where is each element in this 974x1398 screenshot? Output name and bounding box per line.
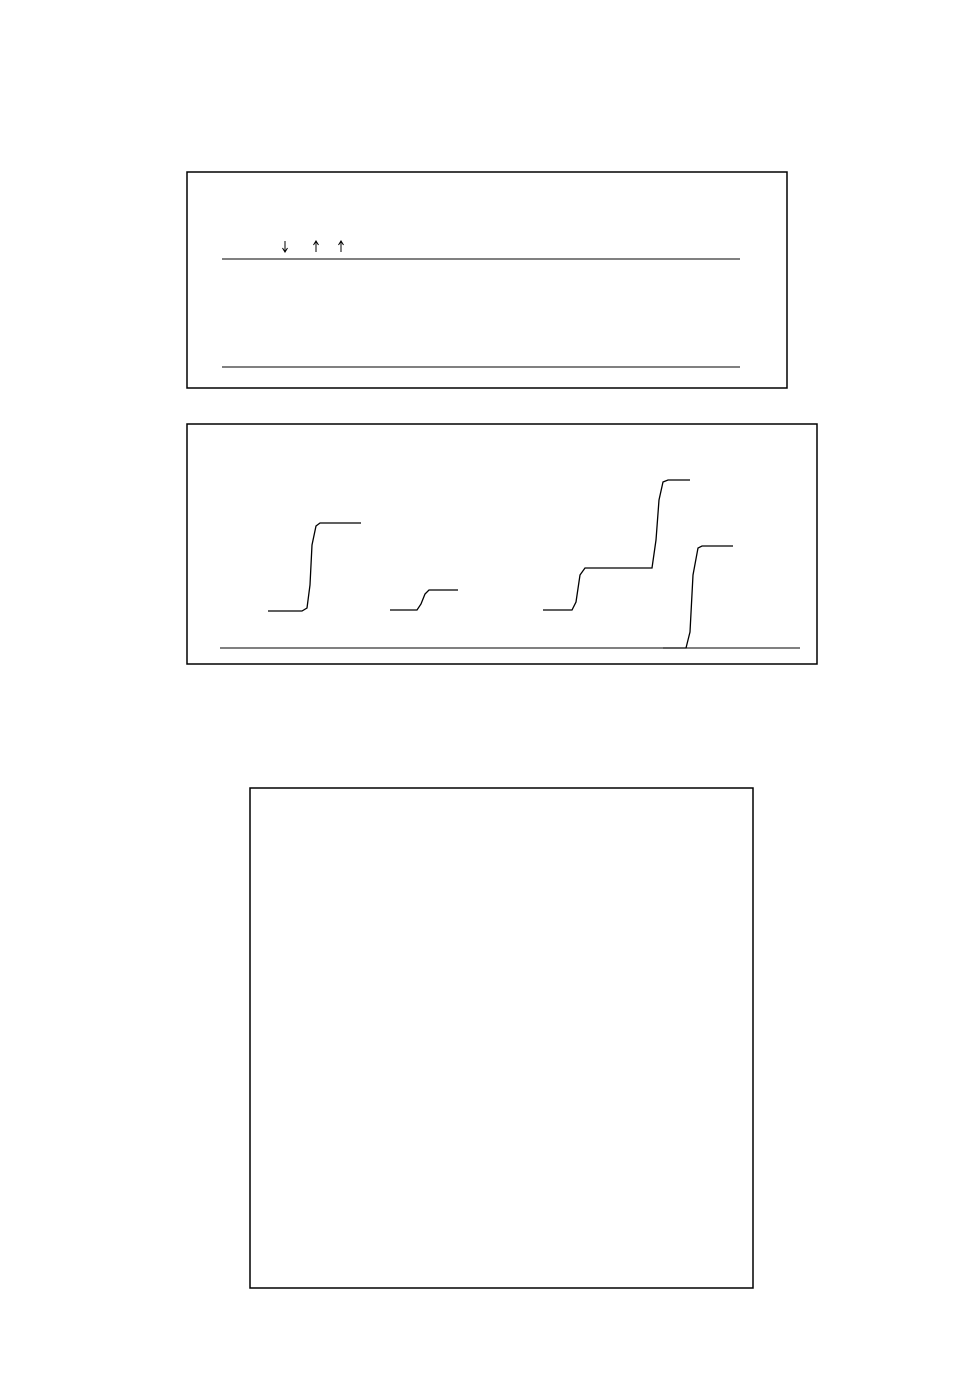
integration-1.20 [625, 480, 690, 568]
h1-frame [187, 424, 817, 664]
integration-0.89 [663, 546, 733, 648]
integration-4.15 [268, 523, 361, 611]
integration-3.19 [390, 590, 458, 610]
c13-panel [0, 0, 787, 388]
integration-1.85 [543, 568, 625, 610]
cosy-frame [250, 788, 753, 1288]
c13-frame [187, 172, 787, 388]
h1-panel [0, 0, 817, 664]
dept-arrows [283, 241, 344, 252]
